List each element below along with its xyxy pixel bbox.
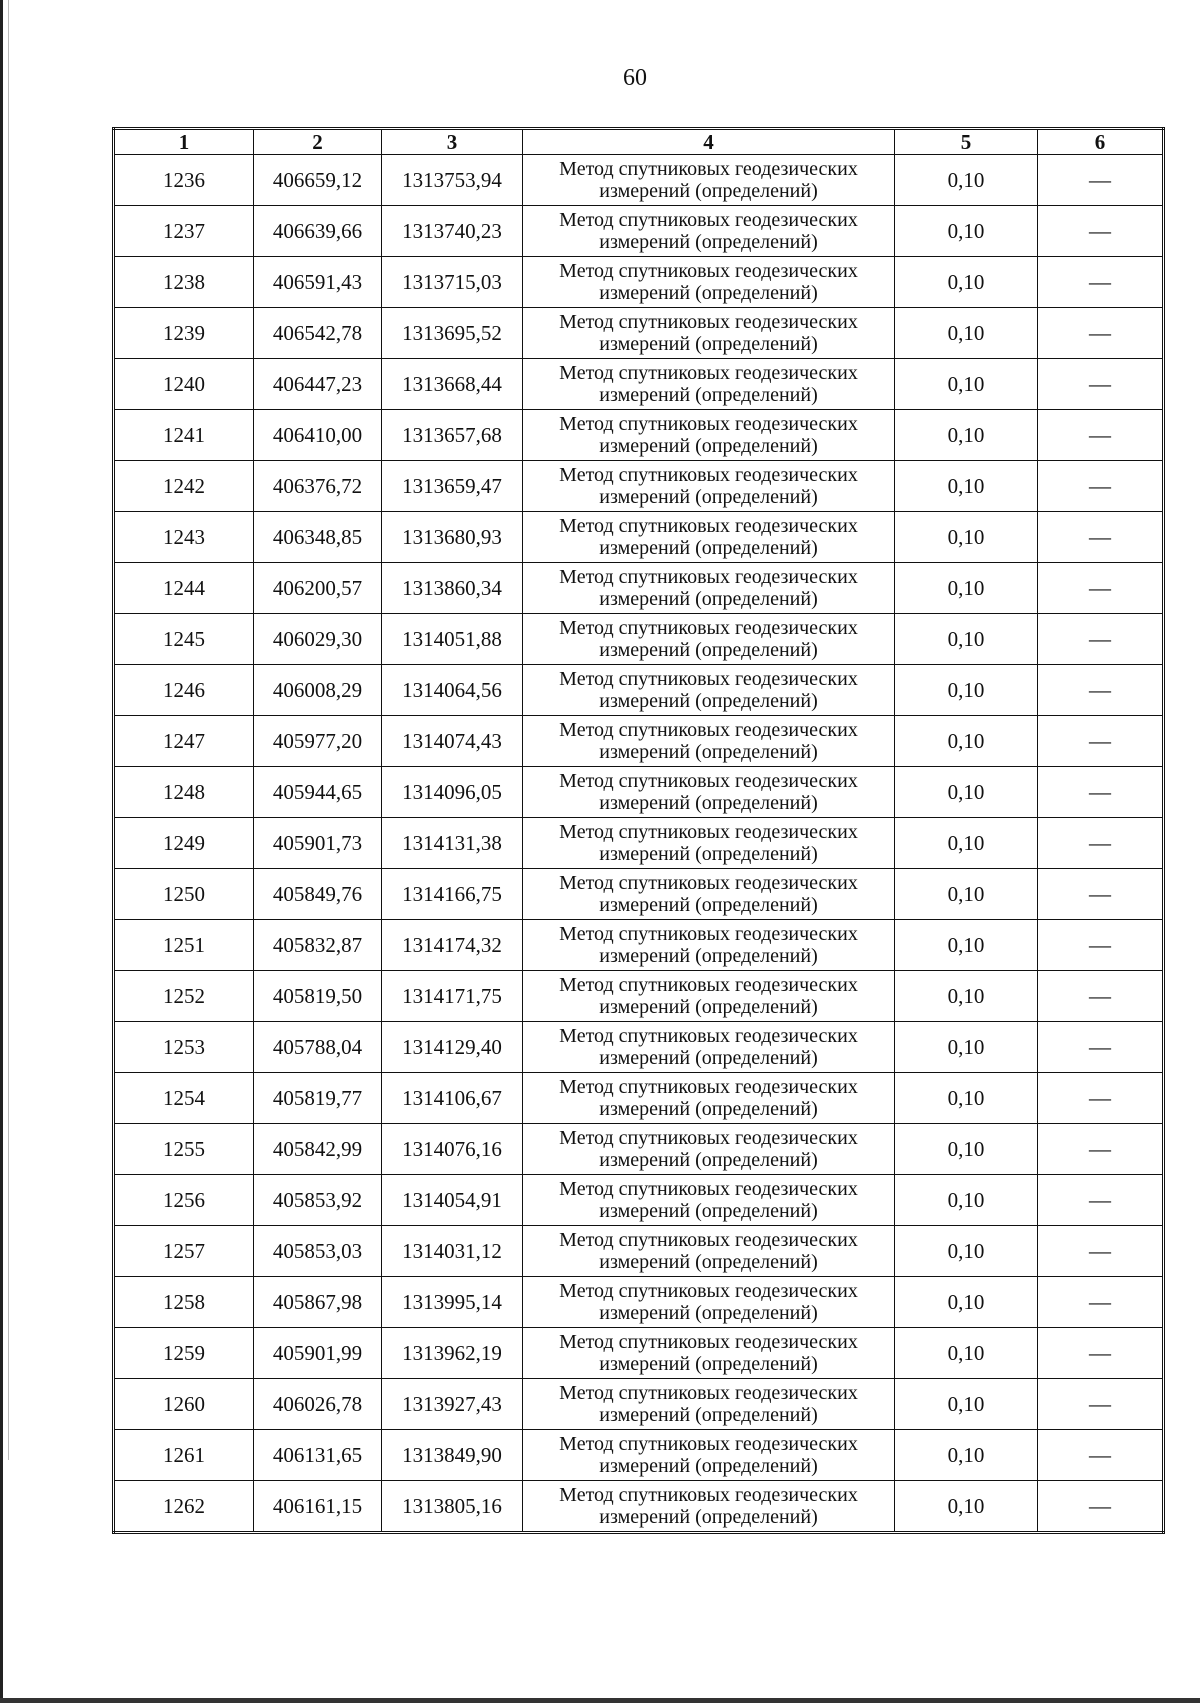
table-row [114, 1379, 1164, 1430]
cell-y-coordinate: 1313927,43 [382, 1379, 523, 1430]
cell-method: Метод спутниковых геодезических измерений (определений) [523, 1430, 895, 1481]
cell-y-coordinate: 1313962,19 [382, 1328, 523, 1379]
cell-y-coordinate: 1313659,47 [382, 461, 523, 512]
cell-method: Метод спутниковых геодезических измерений (определений) [523, 614, 895, 665]
cell-note-dash: — [1038, 920, 1164, 971]
cell-y-coordinate: 1313740,23 [382, 206, 523, 257]
cell-y-coordinate: 1314096,05 [382, 767, 523, 818]
cell-point-number: 1244 [114, 563, 254, 614]
cell-point-number: 1241 [114, 410, 254, 461]
cell-accuracy: 0,10 [895, 206, 1038, 257]
cell-method: Метод спутниковых геодезических измерений (определений) [523, 869, 895, 920]
cell-y-coordinate: 1314106,67 [382, 1073, 523, 1124]
cell-x-coordinate: 406410,00 [254, 410, 382, 461]
cell-x-coordinate: 406161,15 [254, 1481, 382, 1533]
cell-point-number: 1253 [114, 1022, 254, 1073]
cell-y-coordinate: 1313695,52 [382, 308, 523, 359]
cell-point-number: 1255 [114, 1124, 254, 1175]
cell-note-dash: — [1038, 767, 1164, 818]
table-row [114, 461, 1164, 512]
table-row [114, 1328, 1164, 1379]
cell-point-number: 1245 [114, 614, 254, 665]
cell-x-coordinate: 406447,23 [254, 359, 382, 410]
cell-accuracy: 0,10 [895, 767, 1038, 818]
cell-x-coordinate: 406639,66 [254, 206, 382, 257]
cell-note-dash: — [1038, 1379, 1164, 1430]
cell-note-dash: — [1038, 971, 1164, 1022]
cell-point-number: 1254 [114, 1073, 254, 1124]
cell-x-coordinate: 406542,78 [254, 308, 382, 359]
cell-x-coordinate: 405849,76 [254, 869, 382, 920]
cell-note-dash: — [1038, 1073, 1164, 1124]
table-row [114, 563, 1164, 614]
header-note: 6 [1038, 129, 1164, 155]
table-row [114, 1430, 1164, 1481]
cell-note-dash: — [1038, 818, 1164, 869]
table-row [114, 971, 1164, 1022]
cell-point-number: 1251 [114, 920, 254, 971]
cell-x-coordinate: 406200,57 [254, 563, 382, 614]
cell-accuracy: 0,10 [895, 920, 1038, 971]
table-row [114, 869, 1164, 920]
cell-method: Метод спутниковых геодезических измерений (определений) [523, 1124, 895, 1175]
cell-method: Метод спутниковых геодезических измерений (определений) [523, 257, 895, 308]
cell-accuracy: 0,10 [895, 1277, 1038, 1328]
cell-x-coordinate: 406131,65 [254, 1430, 382, 1481]
header-row [114, 129, 1164, 155]
cell-point-number: 1248 [114, 767, 254, 818]
table-row [114, 920, 1164, 971]
header-x-coordinate: 2 [254, 129, 382, 155]
scan-left-margin-line [8, 0, 9, 1460]
cell-method: Метод спутниковых геодезических измерений (определений) [523, 1481, 895, 1533]
cell-accuracy: 0,10 [895, 869, 1038, 920]
cell-note-dash: — [1038, 563, 1164, 614]
cell-note-dash: — [1038, 1022, 1164, 1073]
cell-x-coordinate: 405832,87 [254, 920, 382, 971]
cell-note-dash: — [1038, 1430, 1164, 1481]
cell-x-coordinate: 405853,03 [254, 1226, 382, 1277]
cell-method: Метод спутниковых геодезических измерений (определений) [523, 716, 895, 767]
table-row [114, 410, 1164, 461]
cell-note-dash: — [1038, 665, 1164, 716]
cell-accuracy: 0,10 [895, 257, 1038, 308]
cell-accuracy: 0,10 [895, 461, 1038, 512]
cell-point-number: 1262 [114, 1481, 254, 1533]
cell-y-coordinate: 1313849,90 [382, 1430, 523, 1481]
cell-x-coordinate: 406008,29 [254, 665, 382, 716]
cell-accuracy: 0,10 [895, 1379, 1038, 1430]
table-row [114, 1073, 1164, 1124]
cell-method: Метод спутниковых геодезических измерений (определений) [523, 359, 895, 410]
cell-y-coordinate: 1314064,56 [382, 665, 523, 716]
cell-accuracy: 0,10 [895, 1328, 1038, 1379]
cell-y-coordinate: 1314031,12 [382, 1226, 523, 1277]
cell-point-number: 1258 [114, 1277, 254, 1328]
cell-y-coordinate: 1314074,43 [382, 716, 523, 767]
coordinates-table [112, 127, 1165, 1534]
cell-point-number: 1246 [114, 665, 254, 716]
cell-method: Метод спутниковых геодезических измерений (определений) [523, 308, 895, 359]
cell-x-coordinate: 405901,99 [254, 1328, 382, 1379]
table-body [114, 155, 1164, 1533]
cell-point-number: 1237 [114, 206, 254, 257]
cell-accuracy: 0,10 [895, 1073, 1038, 1124]
table-row [114, 155, 1164, 206]
cell-x-coordinate: 406376,72 [254, 461, 382, 512]
cell-method: Метод спутниковых геодезических измерений (определений) [523, 206, 895, 257]
header-accuracy: 5 [895, 129, 1038, 155]
cell-y-coordinate: 1313715,03 [382, 257, 523, 308]
cell-accuracy: 0,10 [895, 665, 1038, 716]
cell-y-coordinate: 1313805,16 [382, 1481, 523, 1533]
cell-point-number: 1240 [114, 359, 254, 410]
cell-method: Метод спутниковых геодезических измерений (определений) [523, 155, 895, 206]
cell-note-dash: — [1038, 512, 1164, 563]
cell-note-dash: — [1038, 1175, 1164, 1226]
cell-method: Метод спутниковых геодезических измерений (определений) [523, 665, 895, 716]
table-row [114, 716, 1164, 767]
cell-note-dash: — [1038, 461, 1164, 512]
cell-method: Метод спутниковых геодезических измерений (определений) [523, 461, 895, 512]
cell-x-coordinate: 405819,77 [254, 1073, 382, 1124]
cell-point-number: 1236 [114, 155, 254, 206]
cell-point-number: 1239 [114, 308, 254, 359]
cell-note-dash: — [1038, 1124, 1164, 1175]
cell-y-coordinate: 1314076,16 [382, 1124, 523, 1175]
cell-method: Метод спутниковых геодезических измерений (определений) [523, 1175, 895, 1226]
table-row [114, 257, 1164, 308]
cell-accuracy: 0,10 [895, 512, 1038, 563]
cell-method: Метод спутниковых геодезических измерений (определений) [523, 1226, 895, 1277]
cell-accuracy: 0,10 [895, 1124, 1038, 1175]
scan-bottom-edge [0, 1698, 1200, 1703]
page-number: 60 [623, 65, 647, 91]
cell-x-coordinate: 406026,78 [254, 1379, 382, 1430]
cell-note-dash: — [1038, 1226, 1164, 1277]
cell-point-number: 1252 [114, 971, 254, 1022]
cell-y-coordinate: 1314051,88 [382, 614, 523, 665]
cell-note-dash: — [1038, 410, 1164, 461]
cell-accuracy: 0,10 [895, 1481, 1038, 1533]
cell-point-number: 1259 [114, 1328, 254, 1379]
cell-accuracy: 0,10 [895, 563, 1038, 614]
header-y-coordinate: 3 [382, 129, 523, 155]
cell-point-number: 1260 [114, 1379, 254, 1430]
cell-y-coordinate: 1314054,91 [382, 1175, 523, 1226]
cell-y-coordinate: 1314129,40 [382, 1022, 523, 1073]
table-header [114, 129, 1164, 155]
cell-y-coordinate: 1313995,14 [382, 1277, 523, 1328]
cell-method: Метод спутниковых геодезических измерений (определений) [523, 410, 895, 461]
cell-x-coordinate: 406348,85 [254, 512, 382, 563]
cell-method: Метод спутниковых геодезических измерений (определений) [523, 563, 895, 614]
cell-accuracy: 0,10 [895, 971, 1038, 1022]
table-row [114, 1481, 1164, 1533]
table-row [114, 767, 1164, 818]
cell-point-number: 1257 [114, 1226, 254, 1277]
cell-point-number: 1256 [114, 1175, 254, 1226]
table-row [114, 1124, 1164, 1175]
cell-x-coordinate: 405977,20 [254, 716, 382, 767]
cell-x-coordinate: 405819,50 [254, 971, 382, 1022]
table-row [114, 206, 1164, 257]
cell-x-coordinate: 406591,43 [254, 257, 382, 308]
table-row [114, 614, 1164, 665]
cell-y-coordinate: 1313680,93 [382, 512, 523, 563]
cell-y-coordinate: 1313668,44 [382, 359, 523, 410]
cell-method: Метод спутниковых геодезических измерений (определений) [523, 1073, 895, 1124]
cell-method: Метод спутниковых геодезических измерений (определений) [523, 1022, 895, 1073]
cell-x-coordinate: 405842,99 [254, 1124, 382, 1175]
cell-method: Метод спутниковых геодезических измерений (определений) [523, 1328, 895, 1379]
cell-note-dash: — [1038, 614, 1164, 665]
cell-method: Метод спутниковых геодезических измерений (определений) [523, 1277, 895, 1328]
cell-y-coordinate: 1314174,32 [382, 920, 523, 971]
cell-note-dash: — [1038, 257, 1164, 308]
cell-method: Метод спутниковых геодезических измерений (определений) [523, 818, 895, 869]
cell-accuracy: 0,10 [895, 359, 1038, 410]
cell-accuracy: 0,10 [895, 1226, 1038, 1277]
table-row [114, 818, 1164, 869]
cell-y-coordinate: 1313657,68 [382, 410, 523, 461]
table-row [114, 359, 1164, 410]
table-row [114, 512, 1164, 563]
cell-accuracy: 0,10 [895, 614, 1038, 665]
cell-x-coordinate: 405944,65 [254, 767, 382, 818]
table-row [114, 308, 1164, 359]
cell-note-dash: — [1038, 869, 1164, 920]
cell-point-number: 1249 [114, 818, 254, 869]
cell-accuracy: 0,10 [895, 716, 1038, 767]
cell-method: Метод спутниковых геодезических измерений (определений) [523, 1379, 895, 1430]
cell-accuracy: 0,10 [895, 308, 1038, 359]
table-row [114, 1226, 1164, 1277]
cell-note-dash: — [1038, 359, 1164, 410]
cell-x-coordinate: 405901,73 [254, 818, 382, 869]
cell-point-number: 1250 [114, 869, 254, 920]
cell-y-coordinate: 1313860,34 [382, 563, 523, 614]
cell-y-coordinate: 1313753,94 [382, 155, 523, 206]
cell-y-coordinate: 1314131,38 [382, 818, 523, 869]
cell-x-coordinate: 405788,04 [254, 1022, 382, 1073]
cell-method: Метод спутниковых геодезических измерений (определений) [523, 971, 895, 1022]
table-row [114, 1175, 1164, 1226]
cell-method: Метод спутниковых геодезических измерений (определений) [523, 920, 895, 971]
cell-accuracy: 0,10 [895, 1022, 1038, 1073]
cell-x-coordinate: 406659,12 [254, 155, 382, 206]
cell-point-number: 1243 [114, 512, 254, 563]
cell-x-coordinate: 406029,30 [254, 614, 382, 665]
cell-note-dash: — [1038, 206, 1164, 257]
cell-accuracy: 0,10 [895, 818, 1038, 869]
points-table-wrapper [112, 127, 1162, 1534]
cell-accuracy: 0,10 [895, 1175, 1038, 1226]
cell-note-dash: — [1038, 308, 1164, 359]
cell-note-dash: — [1038, 716, 1164, 767]
table-row [114, 1022, 1164, 1073]
cell-method: Метод спутниковых геодезических измерений (определений) [523, 512, 895, 563]
cell-point-number: 1242 [114, 461, 254, 512]
cell-note-dash: — [1038, 155, 1164, 206]
header-method: 4 [523, 129, 895, 155]
cell-y-coordinate: 1314171,75 [382, 971, 523, 1022]
cell-x-coordinate: 405867,98 [254, 1277, 382, 1328]
cell-y-coordinate: 1314166,75 [382, 869, 523, 920]
cell-accuracy: 0,10 [895, 1430, 1038, 1481]
cell-point-number: 1261 [114, 1430, 254, 1481]
table-row [114, 665, 1164, 716]
cell-note-dash: — [1038, 1481, 1164, 1533]
cell-point-number: 1247 [114, 716, 254, 767]
cell-accuracy: 0,10 [895, 410, 1038, 461]
header-point-number: 1 [114, 129, 254, 155]
cell-note-dash: — [1038, 1277, 1164, 1328]
cell-point-number: 1238 [114, 257, 254, 308]
cell-method: Метод спутниковых геодезических измерений (определений) [523, 767, 895, 818]
table-row [114, 1277, 1164, 1328]
scan-left-edge [0, 0, 3, 1703]
cell-accuracy: 0,10 [895, 155, 1038, 206]
cell-x-coordinate: 405853,92 [254, 1175, 382, 1226]
cell-note-dash: — [1038, 1328, 1164, 1379]
